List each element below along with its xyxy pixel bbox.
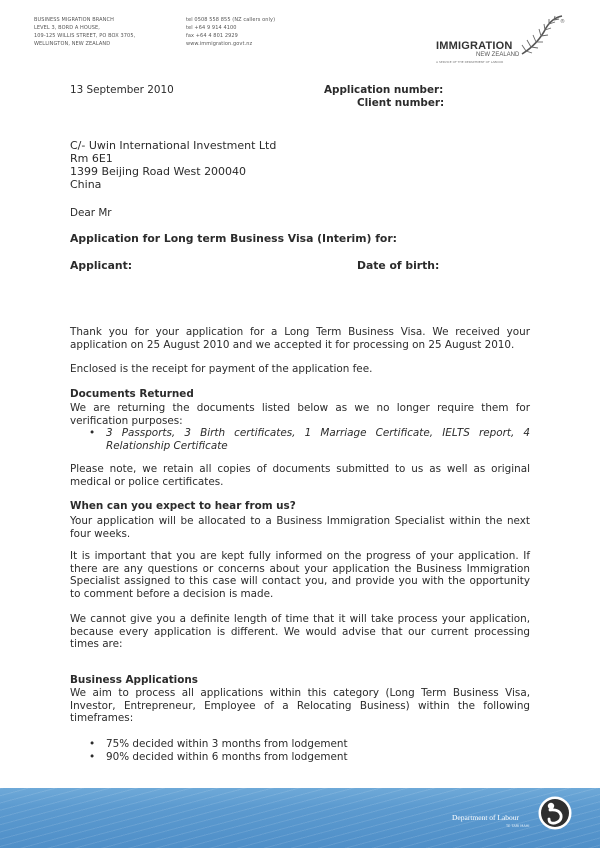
dob-label: Date of birth: [357, 259, 440, 272]
thanks-paragraph: Thank you for your application for a Long Term Business Visa. We received your application on 25 August 2010 and we accepted it for processing on 25 August 2010. [70, 326, 530, 351]
recipient-address [70, 139, 276, 191]
address-line: LEVEL 3, BORD A HOUSE, [34, 25, 100, 31]
recipient-line: 1399 Beijing Road West 200040 [70, 165, 247, 178]
department-of-labour-logo-icon [537, 795, 573, 831]
recipient-line: Rm 6E1 [70, 152, 113, 165]
address-line: 109-125 WILLIS STREET, PO BOX 3705, [34, 33, 136, 39]
business-applications-heading: Business Applications [70, 674, 198, 686]
logo-tagline: A SERVICE OF THE DEPARTMENT OF LABOUR [436, 60, 504, 64]
recipient-line: China [70, 178, 102, 191]
recipient-line: C/- Uwin International Investment Ltd [70, 139, 277, 152]
branch-contacts [186, 16, 326, 48]
contact-line: www.immigration.govt.nz [186, 41, 253, 47]
receipt-paragraph: Enclosed is the receipt for payment of the application fee. [70, 363, 373, 375]
hear-from-us-heading: When can you expect to hear from us? [70, 500, 296, 512]
address-line: WELLINGTON, NEW ZEALAND [34, 41, 111, 47]
branch-address [34, 16, 174, 48]
department-subname: TE TARI MAHI [506, 824, 530, 828]
documents-returned-heading: Documents Returned [70, 388, 194, 400]
informed-paragraph: It is important that you are kept fully informed on the progress of your application. If there are any questions or concerns about your application the Business Immigration Specialist assigned to this case will contact you, and provide you with the opportunity to comment before a decision is made. [70, 550, 530, 600]
svg-text:®: ® [560, 19, 565, 25]
retain-paragraph: Please note, we retain all copies of documents submitted to us as well as original medical or police certificates. [70, 463, 530, 488]
letter-date: 13 September 2010 [70, 84, 174, 96]
allocate-paragraph: Your application will be allocated to a Business Immigration Specialist within the next four weeks. [70, 515, 530, 540]
logo-title: IMMIGRATION [436, 40, 513, 52]
silver-fern-icon [516, 14, 566, 58]
documents-list [89, 427, 530, 452]
contact-line: tel +64 9 914 4100 [186, 25, 237, 31]
address-line: BUSINESS MIGRATION BRANCH [34, 17, 114, 23]
contact-line: tel 0508 558 855 (NZ callers only) [186, 17, 276, 23]
documents-paragraph: We are returning the documents listed below as we no longer require them for verification purposes: [70, 402, 530, 427]
department-name: Department of Labour [452, 813, 520, 822]
client-number-label: Client number: [357, 97, 445, 109]
timeframes-list [89, 738, 530, 763]
applicant-label: Applicant: [70, 259, 133, 272]
salutation: Dear Mr [70, 207, 112, 219]
processing-time-paragraph: We cannot give you a definite length of time that it will take process your application, because every application is different. We would advise that our current processing times are: [70, 613, 530, 650]
logo-subtitle: NEW ZEALAND [476, 52, 520, 58]
application-number-label: Application number: [324, 84, 444, 96]
aim-paragraph: We aim to process all applications within this category (Long Term Business Visa, Investor, Entrepreneur, Employee of a Relocating Business) within the following timeframes: [70, 687, 530, 724]
subject-line: Application for Long term Business Visa (Interim) for: [70, 232, 397, 245]
immigration-nz-logo [432, 14, 572, 74]
list-item: • 75% decided within 3 months from lodgement [89, 738, 530, 751]
list-item: • 90% decided within 6 months from lodgement [89, 751, 530, 764]
list-item: • 3 Passports, 3 Birth certificates, 1 Marriage Certificate, IELTS report, 4 Relationship Certificate [89, 427, 530, 452]
contact-line: fax +64 4 801 2929 [186, 33, 238, 39]
